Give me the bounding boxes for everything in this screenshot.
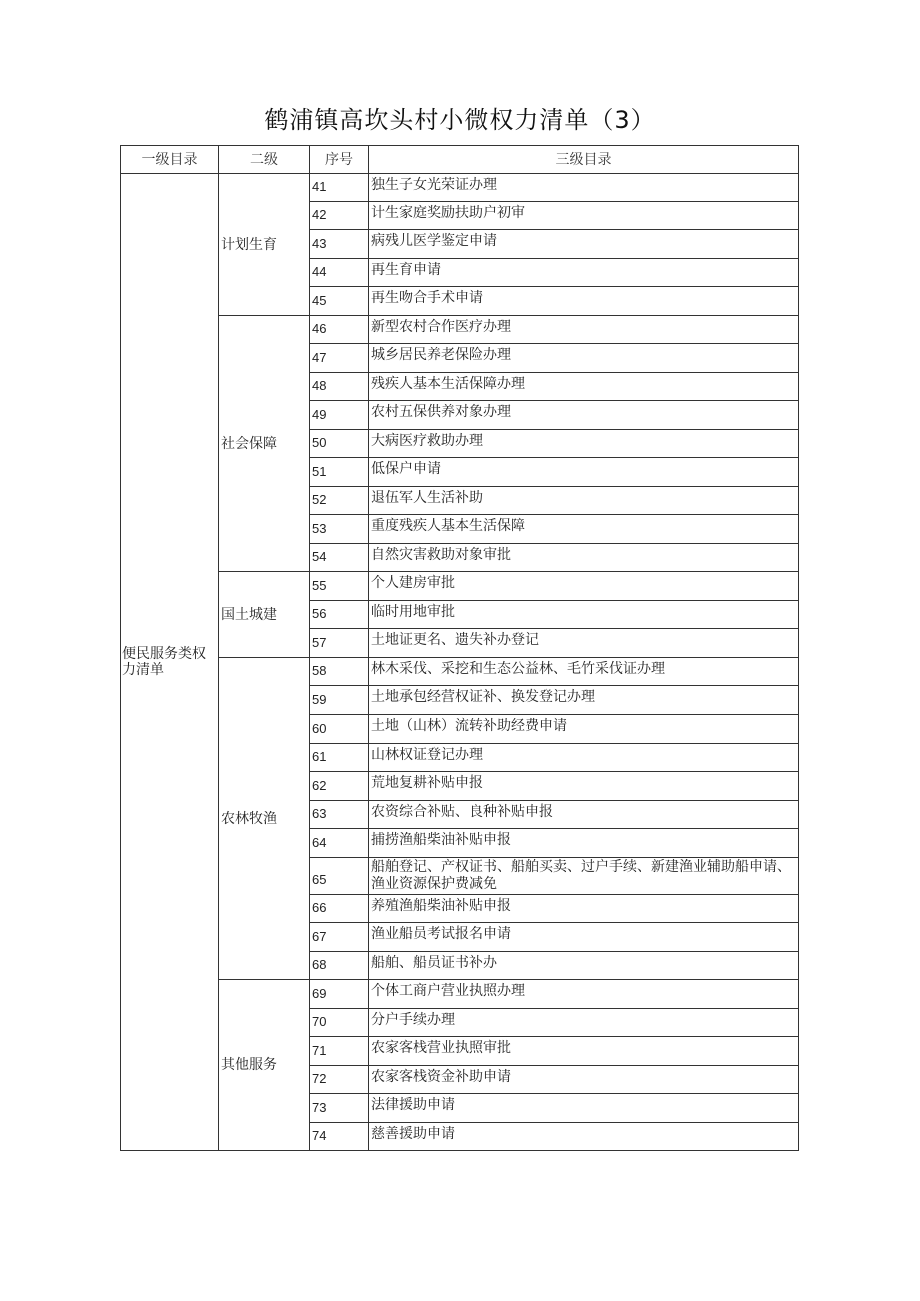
item-number: 68 [310,952,369,980]
item-name: 土地承包经营权证补、换发登记办理 [369,686,799,715]
table-row [121,658,799,686]
item-name: 船舶、船员证书补办 [369,952,799,980]
item-number: 41 [310,174,369,202]
item-name: 大病医疗救助办理 [369,430,799,458]
item-name: 独生子女光荣证办理 [369,174,799,202]
header-seq: 序号 [310,146,369,174]
item-number: 60 [310,715,369,744]
item-name: 低保户申请 [369,458,799,487]
item-number: 71 [310,1037,369,1066]
item-name: 土地（山林）流转补助经费申请 [369,715,799,744]
item-number: 67 [310,923,369,952]
table-row [121,980,799,1009]
item-number: 74 [310,1123,369,1151]
item-name: 再生育申请 [369,259,799,287]
level1-category: 便民服务类权力清单 [121,174,219,1151]
item-name: 城乡居民养老保险办理 [369,344,799,373]
item-name: 退伍军人生活补助 [369,487,799,515]
item-name: 残疾人基本生活保障办理 [369,373,799,401]
item-number: 63 [310,801,369,829]
item-number: 69 [310,980,369,1009]
table-row [121,316,799,344]
item-number: 59 [310,686,369,715]
table-row [121,572,799,601]
item-number: 49 [310,401,369,430]
item-number: 72 [310,1066,369,1094]
item-number: 61 [310,744,369,772]
item-name: 慈善援助申请 [369,1123,799,1151]
item-name: 捕捞渔船柴油补贴申报 [369,829,799,858]
item-name: 自然灾害救助对象审批 [369,544,799,572]
item-name: 船舶登记、产权证书、船舶买卖、过户手续、新建渔业辅助船申请、渔业资源保护费减免 [369,858,799,895]
item-number: 64 [310,829,369,858]
item-name: 个体工商户营业执照办理 [369,980,799,1009]
item-number: 51 [310,458,369,487]
table-body [121,174,799,1151]
item-name: 再生吻合手术申请 [369,287,799,316]
item-number: 55 [310,572,369,601]
header-level1: 一级目录 [121,146,219,174]
item-number: 62 [310,772,369,801]
item-name: 土地证更名、遗失补办登记 [369,629,799,658]
item-number: 43 [310,230,369,259]
item-number: 65 [310,858,369,895]
level2-category: 社会保障 [219,316,310,572]
item-number: 46 [310,316,369,344]
item-number: 44 [310,259,369,287]
item-number: 48 [310,373,369,401]
table-row [121,174,799,202]
item-number: 57 [310,629,369,658]
item-number: 66 [310,895,369,923]
item-name: 计生家庭奖励扶助户初审 [369,202,799,230]
header-level2: 二级 [219,146,310,174]
item-number: 53 [310,515,369,544]
item-number: 52 [310,487,369,515]
item-number: 50 [310,430,369,458]
header-row [121,146,799,174]
item-name: 养殖渔船柴油补贴申报 [369,895,799,923]
item-number: 56 [310,601,369,629]
level2-category: 农林牧渔 [219,658,310,980]
item-name: 法律援助申请 [369,1094,799,1123]
item-name: 荒地复耕补贴申报 [369,772,799,801]
item-number: 54 [310,544,369,572]
item-name: 病残儿医学鉴定申请 [369,230,799,259]
item-name: 个人建房审批 [369,572,799,601]
level2-category: 其他服务 [219,980,310,1151]
item-name: 农家客栈营业执照审批 [369,1037,799,1066]
item-name: 林木采伐、采挖和生态公益林、毛竹采伐证办理 [369,658,799,686]
item-name: 新型农村合作医疗办理 [369,316,799,344]
item-name: 山林权证登记办理 [369,744,799,772]
item-name: 分户手续办理 [369,1009,799,1037]
page-title: 鹤浦镇高坎头村小微权力清单（3） [264,106,656,134]
item-number: 58 [310,658,369,686]
item-name: 农资综合补贴、良种补贴申报 [369,801,799,829]
item-name: 渔业船员考试报名申请 [369,923,799,952]
item-number: 70 [310,1009,369,1037]
item-name: 农家客栈资金补助申请 [369,1066,799,1094]
level2-category: 计划生育 [219,174,310,316]
item-number: 73 [310,1094,369,1123]
header-level3: 三级目录 [369,146,799,174]
item-name: 农村五保供养对象办理 [369,401,799,430]
level2-category: 国土城建 [219,572,310,658]
item-number: 47 [310,344,369,373]
item-name: 临时用地审批 [369,601,799,629]
item-number: 45 [310,287,369,316]
item-name: 重度残疾人基本生活保障 [369,515,799,544]
item-number: 42 [310,202,369,230]
power-list-table [120,145,799,1151]
